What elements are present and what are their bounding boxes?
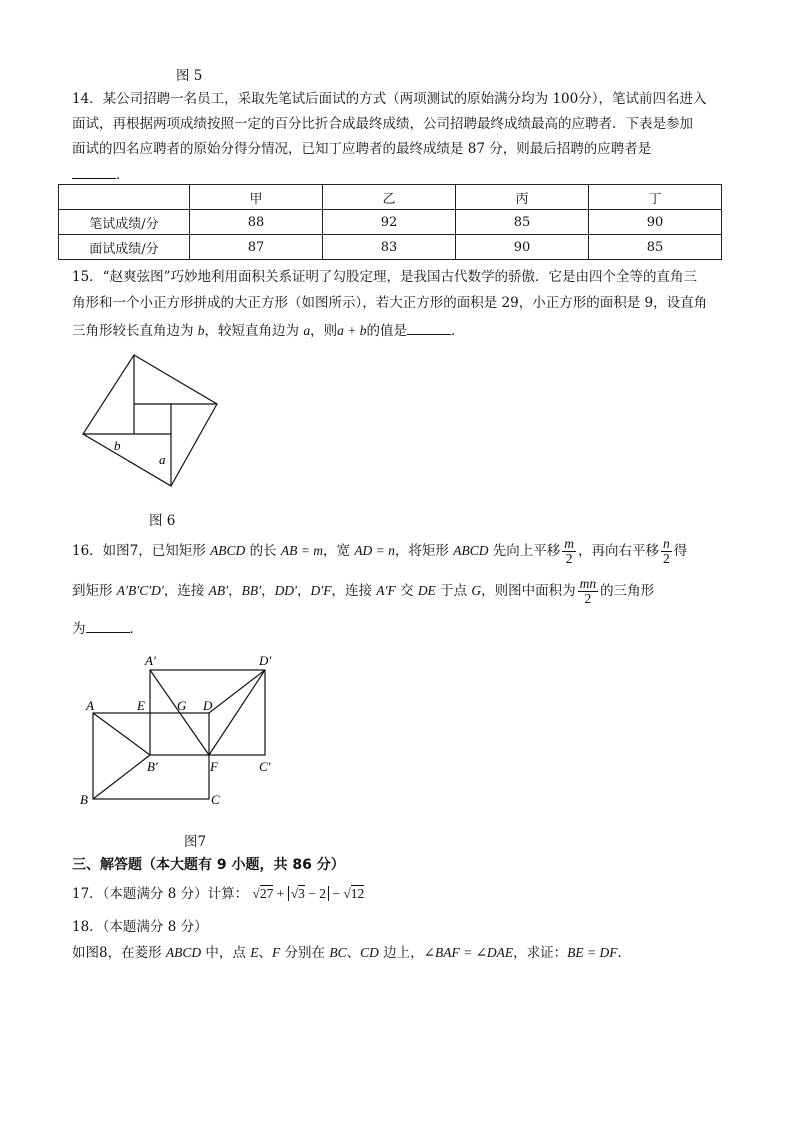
table-cell: 83 [323, 235, 456, 260]
var-a: a [303, 323, 311, 338]
segment-bb1 [93, 755, 150, 799]
label-b: b [114, 438, 121, 453]
absolute-value: √3 − 2 [288, 886, 329, 901]
segment-dd1 [209, 670, 265, 713]
fraction-mn-over-2: $\frac{mn}{2}$ [579, 576, 597, 606]
table-cell: 85 [589, 235, 722, 260]
q16-line1: 16．如图7，已知矩形 ABCD 的长 AB = m，宽 AD = n，将矩形 ABCD 先向上平移 $\frac{m}{2}$ ，再向右平移 $\frac{n}{2}$ 得 [72, 536, 688, 566]
table-cell: 85 [456, 210, 589, 235]
row-label: 面试成绩/分 [59, 235, 190, 260]
table-header-row [59, 185, 722, 210]
label-d: D [203, 698, 213, 713]
score-table [58, 184, 722, 260]
q14-line1: 14．某公司招聘一名员工，采取先笔试后面试的方式（两项测试的原始满分均为 100分），笔试前四名进入 [72, 91, 707, 107]
table-row [59, 210, 722, 235]
table-corner [59, 185, 190, 210]
label-d-prime: D′ [259, 653, 272, 668]
row-label: 笔试成绩/分 [59, 210, 190, 235]
table-header: 乙 [323, 185, 456, 210]
table-header: 丁 [589, 185, 722, 210]
label-f: F [210, 759, 218, 774]
q18-line1: 18．（本题满分 8 分） [72, 919, 208, 935]
answer-blank [407, 320, 451, 335]
q15-line1: 15．“赵爽弦图”巧妙地利用面积关系证明了勾股定理，是我国古代数学的骄傲．它是由四个全等的直角三 [72, 269, 697, 285]
table-cell: 87 [190, 235, 323, 260]
label-g: G [177, 698, 187, 713]
table-header: 甲 [190, 185, 323, 210]
q15-line3: 三角形较长直角边为 b，较短直角边为 a，则a + b的值是 ． [72, 320, 464, 340]
segment-ab1 [93, 713, 150, 755]
table-row [59, 235, 722, 260]
q14-line4 [72, 164, 130, 184]
q16-line3: 为 ． [72, 618, 143, 638]
q16-line2: 到矩形 A′B′C′D′，连接 AB′，BB′，DD′，D′F，连接 A′F 交 DE 于点 G，则图中面积为 $\frac{mn}{2}$ 的三角形 [72, 576, 655, 606]
outer-square [83, 355, 217, 486]
label-b-prime: B′ [147, 759, 158, 774]
zhao-shuang-diagram [76, 350, 226, 495]
inner-square [134, 404, 171, 434]
table-cell: 90 [456, 235, 589, 260]
q14-period: ． [116, 167, 130, 183]
q17: 17．（本题满分 8 分）计算： √27 + √3 − 2 − √12 [72, 886, 365, 902]
fraction-n-over-2: $\frac{n}{2}$ [663, 536, 670, 566]
table-header: 丙 [456, 185, 589, 210]
q15-line2: 角形和一个小正方形拼成的大正方形（如图所示），若大正方形的面积是 29，小正方形的面积是 9，设直角 [72, 295, 708, 311]
label-a: A [86, 698, 94, 713]
translated-rectangles-diagram [72, 648, 292, 818]
q18-line2: 如图8，在菱形 ABCD 中，点 E、F 分别在 BC、CD 边上，∠BAF = ∠DAE，求证：BE = DF． [72, 945, 631, 961]
answer-blank [72, 164, 116, 179]
section-heading: 三、解答题（本大题有 9 小题，共 86 分） [72, 857, 345, 873]
fig6-caption: 图 6 [149, 513, 176, 529]
label-c-prime: C′ [259, 759, 271, 774]
fraction-m-over-2: $\frac{m}{2}$ [564, 536, 575, 566]
sum-expression: a + b [337, 323, 367, 338]
q14-line2: 面试，再根据两项成绩按照一定的百分比折合成最终成绩，公司招聘最终成绩最高的应聘者．下表是参加 [72, 116, 693, 132]
label-c: C [211, 792, 220, 807]
fig5-caption: 图 5 [176, 68, 203, 84]
table-cell: 92 [323, 210, 456, 235]
segment-d1f [209, 670, 265, 755]
table-cell: 88 [190, 210, 323, 235]
label-b: B [80, 792, 88, 807]
expression: √27 + √3 − 2 − √12 [252, 886, 365, 901]
var-b: b [197, 323, 205, 338]
table-cell: 90 [589, 210, 722, 235]
label-a-prime: A′ [145, 653, 156, 668]
q14-line3: 面试的四名应聘者的原始分得分情况，已知丁应聘者的最终成绩是 87 分，则最后招聘的应聘者是 [72, 141, 652, 157]
label-e: E [137, 698, 145, 713]
answer-blank [86, 618, 130, 633]
label-a: a [159, 452, 166, 467]
fig7-caption: 图7 [184, 834, 207, 850]
